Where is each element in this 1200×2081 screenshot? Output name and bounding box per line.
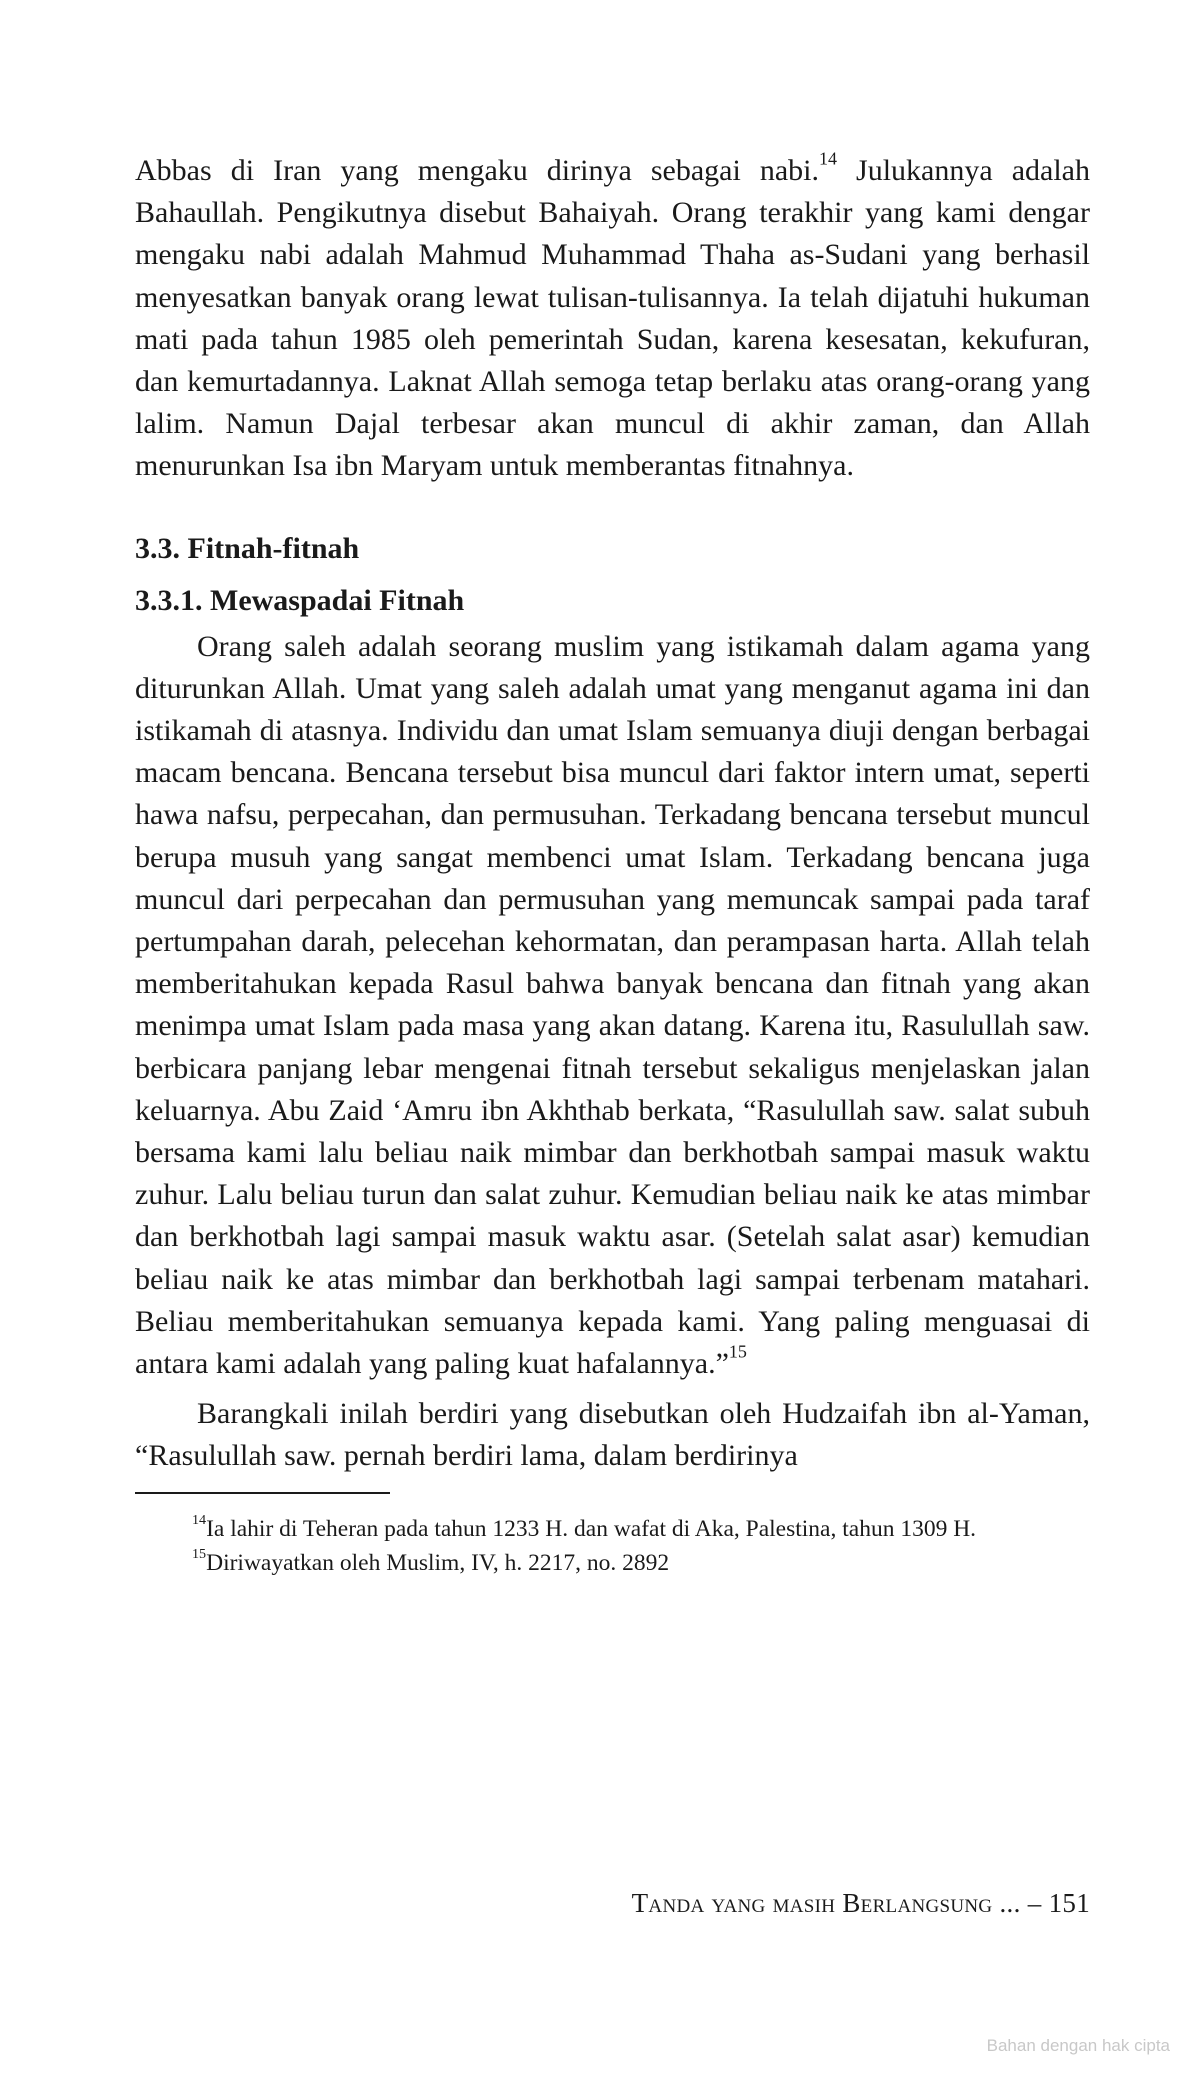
footnote-reference-14[interactable]: 14 (818, 148, 837, 169)
footnote-14 (135, 1512, 1090, 1546)
paragraph-text: Orang saleh adalah seorang muslim yang istikamah dalam agama yang diturunkan Allah. Umat yang saleh adalah umat yang menganut agama ini dan istikamah di atasnya. Individu dan umat Islam semuanya diuji dengan berbagai macam bencana. Bencana tersebut bisa muncul dari faktor intern umat, seperti hawa nafsu, perpecahan, dan permusuhan. Terkadang bencana tersebut muncul berupa musuh yang sangat membenci umat Islam. Terkadang bencana juga muncul dari perpecahan dan permusuhan yang memuncak sampai pada taraf pertumpahan darah, pelecehan kehormatan, dan perampasan harta. Allah telah memberitahukan kepada Rasul bahwa banyak bencana dan fitnah yang akan menimpa umat Islam pada masa yang akan datang. Karena itu, Rasulullah saw. berbicara panjang lebar mengenai fitnah tersebut sekaligus menjelaskan jalan keluarnya. Abu Zaid ‘Amru ibn Akhthab berkata, “Rasulullah saw. salat subuh bersama kami lalu beliau naik mimbar dan berkhotbah sampai masuk waktu zuhur. Lalu beliau turun dan salat zuhur. Kemudian beliau naik ke atas mimbar dan berkhotbah lagi sampai masuk waktu asar. (Setelah salat asar) kemudian beliau naik ke atas mimbar dan berkhotbah lagi sampai terbenam matahari. Beliau memberitahukan semuanya kepada kami. Yang paling menguasai di antara kami adalah yang paling kuat hafalannya.” (135, 629, 1090, 1381)
running-footer (632, 1888, 1090, 1919)
body-paragraph-2 (135, 626, 1090, 1386)
body-paragraph-3: Barangkali inilah berdiri yang disebutkan oleh Hudzaifah ibn al-Yaman, “Rasulullah saw. pernah berdiri lama, dalam berdirinya (135, 1397, 1090, 1473)
footnote-mark: 14 (192, 1511, 207, 1528)
running-footer-title: Tanda yang masih Berlangsung ... (631, 1888, 1021, 1918)
paragraph-text: Julukannya adalah Bahaullah. Pengikutnya disebut Bahaiyah. Orang terakhir yang kami dengar mengaku nabi adalah Mahmud Muhammad Thaha as-Sudani yang berhasil menyesatkan banyak orang lewat tulisan-tulisannya. Ia telah dijatuhi hukuman mati pada tahun 1985 oleh pemerintah Sudan, karena kesesatan, kekufuran, dan kemurtadannya. Laknat Allah semoga tetap berlaku atas orang-orang yang lalim. Namun Dajal terbesar akan muncul di akhir zaman, dan Allah menurunkan Isa ibn Maryam untuk memberantas fitnahnya. (135, 154, 1090, 483)
section-heading: 3.3. Fitnah-fitnah (135, 531, 360, 565)
subsection-heading: 3.3.1. Mewaspadai Fitnah (135, 583, 465, 617)
book-page (135, 150, 1090, 1580)
copyright-watermark: Bahan dengan hak cipta (986, 2036, 1170, 2055)
footnote-text: Diriwayatkan oleh Muslim, IV, h. 2217, no. 2892 (206, 1549, 670, 1576)
running-footer-separator: – (1027, 1888, 1042, 1918)
page-number: 151 (1048, 1888, 1090, 1918)
footnote-divider (135, 1492, 390, 1494)
footnote-reference-15[interactable]: 15 (728, 1341, 747, 1362)
paragraph-text: Abbas di Iran yang mengaku dirinya sebagai nabi. (135, 154, 819, 187)
footnote-text: Ia lahir di Teheran pada tahun 1233 H. dan wafat di Aka, Palestina, tahun 1309 H. (206, 1515, 977, 1542)
body-paragraph-1 (135, 150, 1090, 488)
footnote-15 (135, 1546, 1090, 1580)
footnote-mark: 15 (192, 1545, 207, 1562)
